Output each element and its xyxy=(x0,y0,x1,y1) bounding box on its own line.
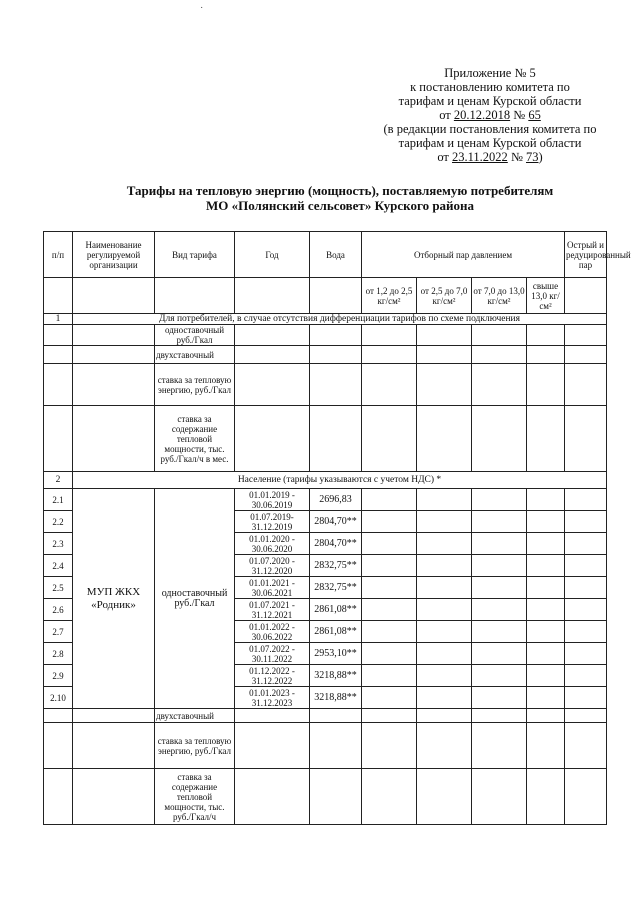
cell xyxy=(565,687,607,709)
cell xyxy=(472,621,527,643)
cell xyxy=(362,723,417,769)
cell xyxy=(565,769,607,825)
cell xyxy=(417,665,472,687)
section-num: 1 xyxy=(44,314,73,325)
row-num: 2.5 xyxy=(44,577,73,599)
cell xyxy=(310,364,362,406)
period-cell: 01.07.2020 - 31.12.2020 xyxy=(235,555,310,577)
tariff-type-cell: ставка за тепловую энергию, руб./Гкал xyxy=(155,364,235,406)
cell xyxy=(235,325,310,346)
cell xyxy=(73,769,155,825)
value-cell: 2696,83 xyxy=(310,489,362,511)
cell xyxy=(417,599,472,621)
cell xyxy=(565,278,607,314)
cell xyxy=(565,599,607,621)
cell xyxy=(310,769,362,825)
cell xyxy=(565,665,607,687)
decree-date: 23.11.2022 xyxy=(452,150,508,164)
cell xyxy=(73,723,155,769)
cell xyxy=(310,278,362,314)
appendix-title: Приложение № 5 xyxy=(444,66,536,80)
cell xyxy=(565,511,607,533)
cell xyxy=(417,364,472,406)
decree-number: 65 xyxy=(528,108,541,122)
cell xyxy=(310,325,362,346)
cell xyxy=(527,643,565,665)
text: № xyxy=(507,150,526,164)
period-cell: 01.01.2020 - 30.06.2020 xyxy=(235,533,310,555)
cell xyxy=(362,769,417,825)
decree-number: 73 xyxy=(526,150,539,164)
tariff-type-cell: двухставочный xyxy=(155,709,235,723)
text: № xyxy=(510,108,529,122)
cell xyxy=(472,643,527,665)
cell xyxy=(73,325,155,346)
cell xyxy=(44,325,73,346)
cell xyxy=(472,599,527,621)
cell xyxy=(527,489,565,511)
col-header-steam-4: свыше 13,0 кг/см² xyxy=(527,278,565,314)
cell xyxy=(472,687,527,709)
cell xyxy=(527,555,565,577)
cell xyxy=(417,621,472,643)
value-cell: 2861,08** xyxy=(310,599,362,621)
cell xyxy=(472,769,527,825)
cell xyxy=(565,621,607,643)
period-cell: 01.07.2019- 31.12.2019 xyxy=(235,511,310,533)
cell xyxy=(362,709,417,723)
cell xyxy=(565,489,607,511)
cell xyxy=(417,489,472,511)
cell xyxy=(73,278,155,314)
header-line: (в редакции постановления комитета по xyxy=(383,122,597,136)
cell xyxy=(417,577,472,599)
cell xyxy=(565,533,607,555)
value-cell: 2832,75** xyxy=(310,555,362,577)
cell xyxy=(362,346,417,364)
value-cell: 3218,88** xyxy=(310,665,362,687)
cell xyxy=(527,364,565,406)
text: от xyxy=(439,108,454,122)
appendix-header xyxy=(360,66,620,164)
cell xyxy=(362,489,417,511)
cell xyxy=(565,723,607,769)
cell xyxy=(565,364,607,406)
cell xyxy=(565,406,607,472)
cell xyxy=(417,709,472,723)
cell xyxy=(527,577,565,599)
period-cell: 01.01.2019 - 30.06.2019 xyxy=(235,489,310,511)
cell xyxy=(527,621,565,643)
cell xyxy=(155,278,235,314)
text: от xyxy=(437,150,453,164)
cell xyxy=(417,533,472,555)
cell xyxy=(44,709,73,723)
cell xyxy=(472,533,527,555)
cell xyxy=(472,665,527,687)
row-num: 2.6 xyxy=(44,599,73,621)
cell xyxy=(362,643,417,665)
header-line: тарифам и ценам Курской области xyxy=(398,94,582,108)
cell xyxy=(235,346,310,364)
cell xyxy=(527,406,565,472)
tariff-type-cell: двухставочный xyxy=(155,346,235,364)
cell xyxy=(235,709,310,723)
cell xyxy=(417,406,472,472)
cell xyxy=(527,769,565,825)
cell xyxy=(73,709,155,723)
cell xyxy=(73,364,155,406)
row-num: 2.8 xyxy=(44,643,73,665)
cell xyxy=(73,346,155,364)
period-cell: 01.07.2022 - 30.11.2022 xyxy=(235,643,310,665)
col-header-steam: Отборный пар давлением xyxy=(362,232,565,278)
row-num: 2.4 xyxy=(44,555,73,577)
cell xyxy=(472,577,527,599)
value-cell: 2832,75** xyxy=(310,577,362,599)
col-header-steam-1: от 1,2 до 2,5 кг/см² xyxy=(362,278,417,314)
cell xyxy=(472,325,527,346)
header-line xyxy=(360,108,620,122)
period-cell: 01.01.2021 - 30.06.2021 xyxy=(235,577,310,599)
page-title xyxy=(40,183,640,213)
text: ) xyxy=(538,150,543,164)
cell xyxy=(44,278,73,314)
cell xyxy=(362,621,417,643)
cell xyxy=(527,709,565,723)
decree-date: 20.12.2018 xyxy=(453,108,511,122)
cell xyxy=(362,555,417,577)
tariff-type-cell: ставка за тепловую энергию, руб./Гкал xyxy=(155,723,235,769)
cell xyxy=(362,325,417,346)
cell xyxy=(565,325,607,346)
cell xyxy=(44,364,73,406)
col-header-tariff-type: Вид тарифа xyxy=(155,232,235,278)
cell xyxy=(472,723,527,769)
cell xyxy=(472,709,527,723)
cell xyxy=(417,511,472,533)
row-num: 2.9 xyxy=(44,665,73,687)
table-row xyxy=(44,489,607,511)
cell xyxy=(44,769,73,825)
cell xyxy=(235,278,310,314)
cell xyxy=(527,533,565,555)
cell xyxy=(472,489,527,511)
row-num: 2.10 xyxy=(44,687,73,709)
col-header-year: Год xyxy=(235,232,310,278)
title-line: МО «Полянский сельсовет» Курского района xyxy=(205,198,475,213)
cell xyxy=(565,643,607,665)
cell xyxy=(417,555,472,577)
cell xyxy=(472,555,527,577)
cell xyxy=(310,723,362,769)
cell xyxy=(565,346,607,364)
tariff-type-cell: ставка за содержание тепловой мощности, тыс. руб./Гкал/ч в мес. xyxy=(155,406,235,472)
value-cell: 2804,70** xyxy=(310,511,362,533)
col-header-org: Наименование регулируемой организации xyxy=(73,232,155,278)
tariff-type-cell: одноставочный руб./Гкал xyxy=(155,325,235,346)
cell xyxy=(310,406,362,472)
cell xyxy=(527,511,565,533)
tariff-type-cell: одноставочный руб./Гкал xyxy=(155,489,235,709)
cell xyxy=(362,599,417,621)
cell xyxy=(362,511,417,533)
cell xyxy=(362,665,417,687)
row-num: 2.1 xyxy=(44,489,73,511)
value-cell: 2953,10** xyxy=(310,643,362,665)
col-header-sharp-steam: Острый и редуцированный пар xyxy=(565,232,607,278)
cell xyxy=(417,769,472,825)
col-header-num: п/п xyxy=(44,232,73,278)
row-num: 2.2 xyxy=(44,511,73,533)
cell xyxy=(310,709,362,723)
cell xyxy=(362,364,417,406)
cell xyxy=(73,406,155,472)
section-num: 2 xyxy=(44,472,73,489)
col-header-steam-3: от 7,0 до 13,0 кг/см² xyxy=(472,278,527,314)
cell xyxy=(362,687,417,709)
cell xyxy=(472,364,527,406)
cell xyxy=(362,533,417,555)
cell xyxy=(565,577,607,599)
period-cell: 01.01.2022 - 30.06.2022 xyxy=(235,621,310,643)
cell xyxy=(527,346,565,364)
period-cell: 01.12.2022 - 31.12.2022 xyxy=(235,665,310,687)
cell xyxy=(362,577,417,599)
value-cell: 2804,70** xyxy=(310,533,362,555)
cell xyxy=(472,406,527,472)
org-name: МУП ЖКХ «Родник» xyxy=(73,489,155,709)
value-cell: 2861,08** xyxy=(310,621,362,643)
cell xyxy=(417,346,472,364)
cell xyxy=(310,346,362,364)
cell xyxy=(565,709,607,723)
cell xyxy=(235,364,310,406)
row-num: 2.7 xyxy=(44,621,73,643)
scan-mark: ˙ xyxy=(200,6,204,17)
cell xyxy=(527,325,565,346)
cell xyxy=(362,406,417,472)
section-label: Население (тарифы указываются с учетом НДС) * xyxy=(73,472,607,489)
cell xyxy=(472,511,527,533)
period-cell: 01.01.2023 - 31.12.2023 xyxy=(235,687,310,709)
col-header-steam-2: от 2,5 до 7,0 кг/см² xyxy=(417,278,472,314)
header-line: тарифам и ценам Курской области xyxy=(398,136,582,150)
header-line xyxy=(360,150,620,164)
cell xyxy=(527,723,565,769)
cell xyxy=(565,555,607,577)
section-label: Для потребителей, в случае отсутствия дифференциации тарифов по схеме подключения xyxy=(73,314,607,325)
cell xyxy=(44,406,73,472)
cell xyxy=(527,687,565,709)
value-cell: 3218,88** xyxy=(310,687,362,709)
title-line: Тарифы на тепловую энергию (мощность), поставляемую потребителям xyxy=(126,183,554,198)
cell xyxy=(417,325,472,346)
cell xyxy=(235,769,310,825)
tariff-type-cell: ставка за содержание тепловой мощности, тыс. руб./Гкал/ч xyxy=(155,769,235,825)
cell xyxy=(44,723,73,769)
cell xyxy=(417,687,472,709)
cell xyxy=(44,346,73,364)
cell xyxy=(235,723,310,769)
header-line: к постановлению комитета по xyxy=(410,80,570,94)
cell xyxy=(417,723,472,769)
cell xyxy=(417,643,472,665)
cell xyxy=(472,346,527,364)
row-num: 2.3 xyxy=(44,533,73,555)
cell xyxy=(527,665,565,687)
period-cell: 01.07.2021 - 31.12.2021 xyxy=(235,599,310,621)
cell xyxy=(527,599,565,621)
col-header-water: Вода xyxy=(310,232,362,278)
tariff-table xyxy=(43,231,631,825)
cell xyxy=(235,406,310,472)
